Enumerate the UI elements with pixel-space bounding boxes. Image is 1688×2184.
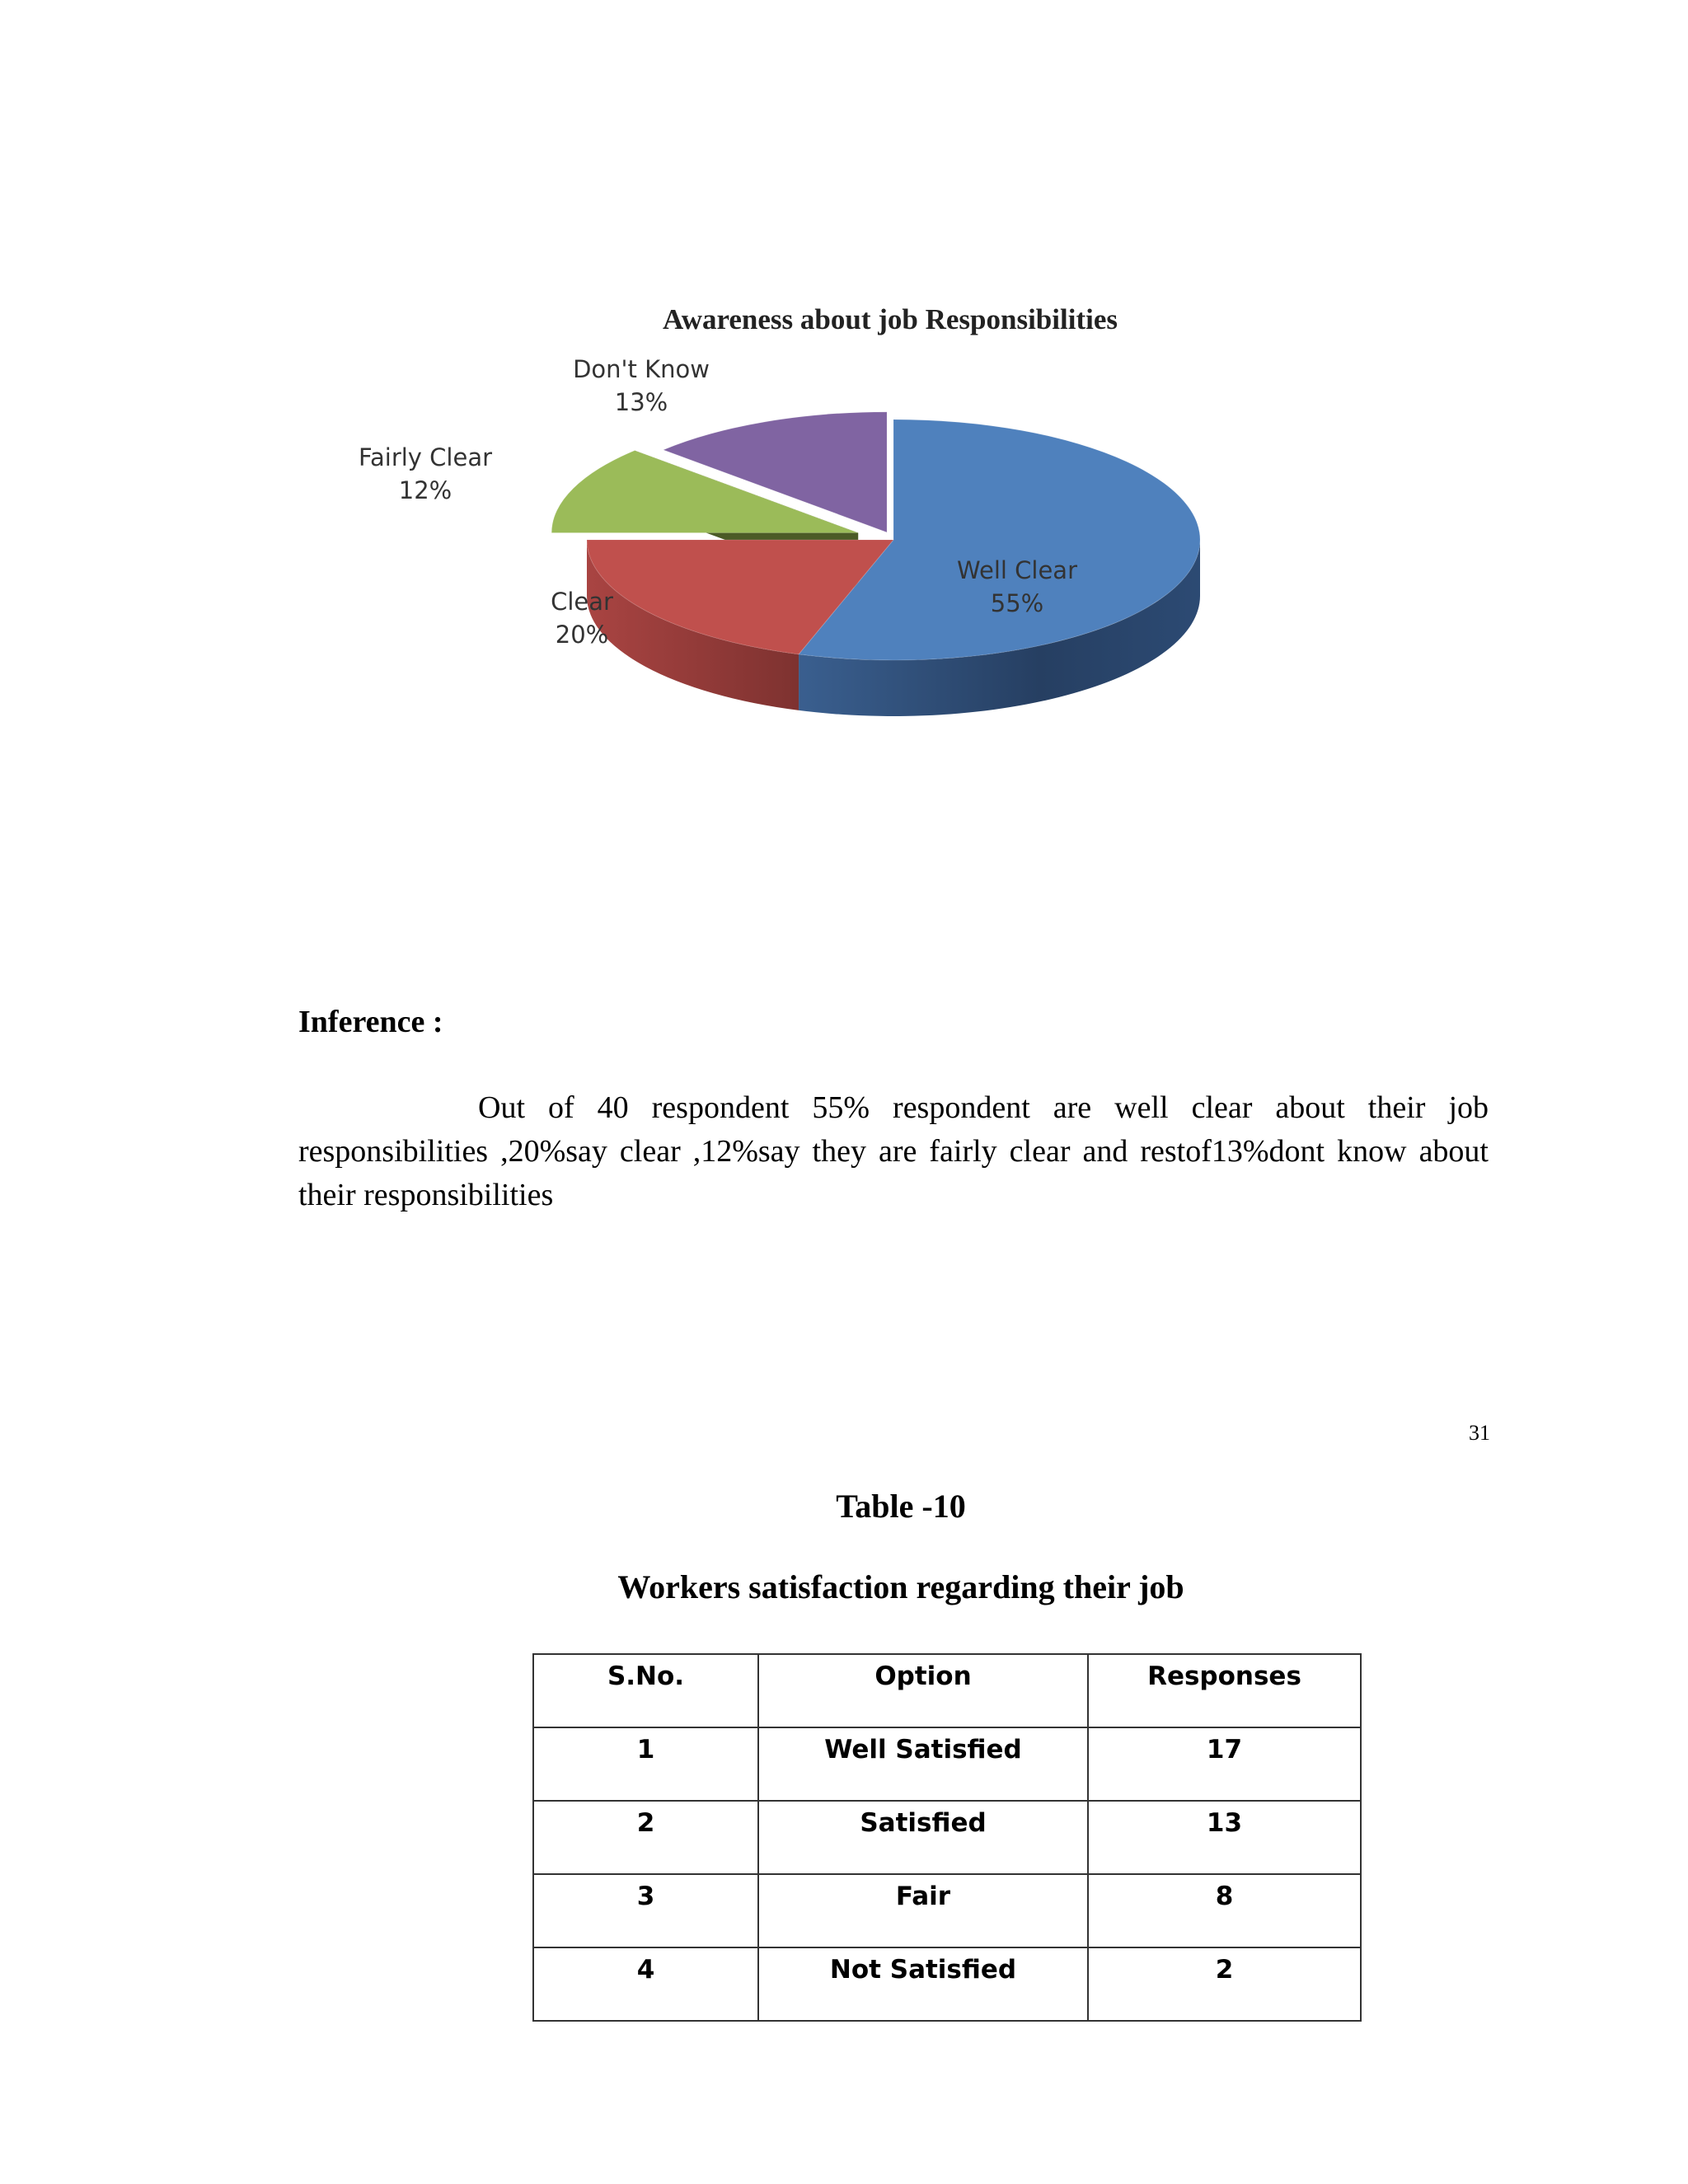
slice-percent: 20% xyxy=(555,621,609,649)
table-subtitle: Workers satisfaction regarding their job xyxy=(617,1568,1184,1605)
chart-title: Awareness about job Responsibilities xyxy=(663,303,1118,335)
slice-percent: 55% xyxy=(990,589,1044,617)
cell-option: Satisfied xyxy=(758,1801,1088,1874)
cell-option: Fair xyxy=(758,1874,1088,1947)
slice-label xyxy=(475,585,689,651)
cell-sno: 4 xyxy=(533,1947,758,2021)
cell-responses: 13 xyxy=(1088,1801,1361,1874)
table-title: Table -10 xyxy=(836,1488,966,1525)
slice-category: Clear xyxy=(551,588,613,616)
table-row xyxy=(533,1801,1361,1874)
header-responses: Responses xyxy=(1088,1654,1361,1727)
inference-heading: Inference : xyxy=(298,1005,443,1039)
cell-sno: 1 xyxy=(533,1727,758,1801)
slice-label xyxy=(910,554,1124,620)
slice-label xyxy=(534,353,748,419)
header-option: Option xyxy=(758,1654,1088,1727)
pie-chart xyxy=(0,0,1688,824)
page-number: 31 xyxy=(1469,1421,1490,1445)
header-sno: S.No. xyxy=(533,1654,758,1727)
slice-label xyxy=(318,441,532,507)
table-header-row xyxy=(533,1654,1361,1727)
slice-category: Don't Know xyxy=(573,355,710,383)
cell-responses: 8 xyxy=(1088,1874,1361,1947)
cell-sno: 3 xyxy=(533,1874,758,1947)
slice-percent: 12% xyxy=(398,476,452,504)
table-row xyxy=(533,1947,1361,2021)
cell-option: Not Satisfied xyxy=(758,1947,1088,2021)
table-row xyxy=(533,1727,1361,1801)
cell-sno: 2 xyxy=(533,1801,758,1874)
inference-paragraph: Out of 40 respondent 55% respondent are well clear about their job responsibilities ,20%say clear ,12%say they are fairly clear and restof13%dont know about their responsibilities xyxy=(298,1090,1489,1212)
slice-percent: 13% xyxy=(614,388,668,416)
cell-responses: 17 xyxy=(1088,1727,1361,1801)
table-row xyxy=(533,1874,1361,1947)
slice-category: Fairly Clear xyxy=(358,443,493,471)
slice-category: Well Clear xyxy=(957,556,1077,584)
satisfaction-table xyxy=(532,1653,1362,2022)
cell-option: Well Satisfied xyxy=(758,1727,1088,1801)
cell-responses: 2 xyxy=(1088,1947,1361,2021)
